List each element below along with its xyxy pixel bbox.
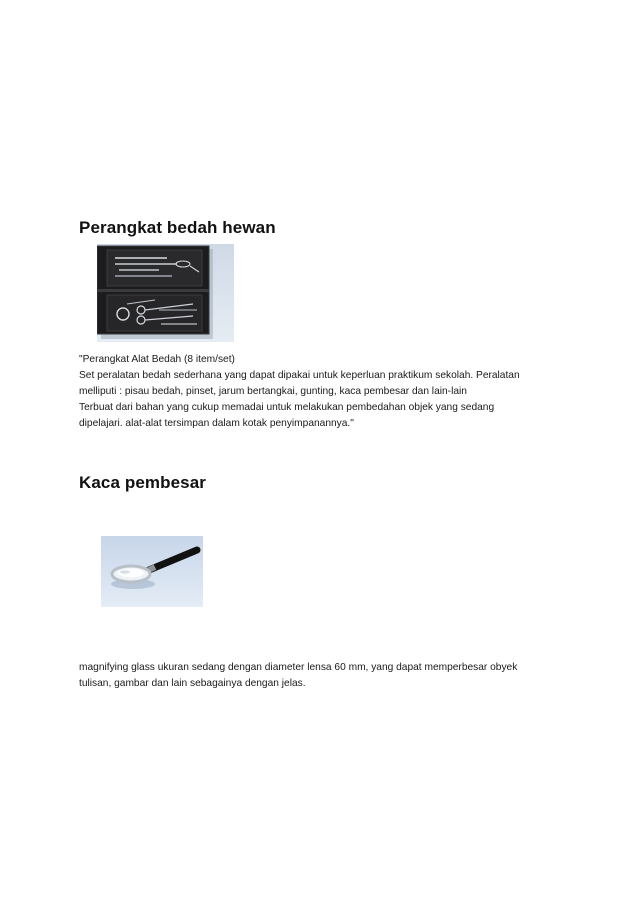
magnifying-glass-image <box>101 536 203 607</box>
section-heading-dissecting-kit: Perangkat bedah hewan <box>79 218 276 237</box>
paragraph-line: Terbuat dari bahan yang cukup memadai untuk melakukan pembedahan objek yang sedang <box>79 402 495 413</box>
section-heading-magnifier: Kaca pembesar <box>79 473 206 492</box>
paragraph-line: Set peralatan bedah sederhana yang dapat dipakai untuk keperluan praktikum sekolah. Peralatan <box>79 370 520 381</box>
section-description-magnifier <box>79 660 559 692</box>
paragraph-line: tulisan, gambar dan lain sebagainya dengan jelas. <box>79 678 306 689</box>
section-description-dissecting-kit <box>79 352 559 432</box>
dissecting-kit-illustration <box>97 244 234 342</box>
dissecting-kit-case-image <box>97 244 234 342</box>
paragraph-line: dipelajari. alat-alat tersimpan dalam kotak penyimpanannya." <box>79 418 354 429</box>
magnifying-glass-illustration <box>101 536 203 607</box>
paragraph-line: magnifying glass ukuran sedang dengan diameter lensa 60 mm, yang dapat memperbesar obyek <box>79 662 518 673</box>
paragraph-line: "Perangkat Alat Bedah (8 item/set) <box>79 354 235 365</box>
paragraph-line: melliputi : pisau bedah, pinset, jarum bertangkai, gunting, kaca pembesar dan lain-lain <box>79 386 467 397</box>
